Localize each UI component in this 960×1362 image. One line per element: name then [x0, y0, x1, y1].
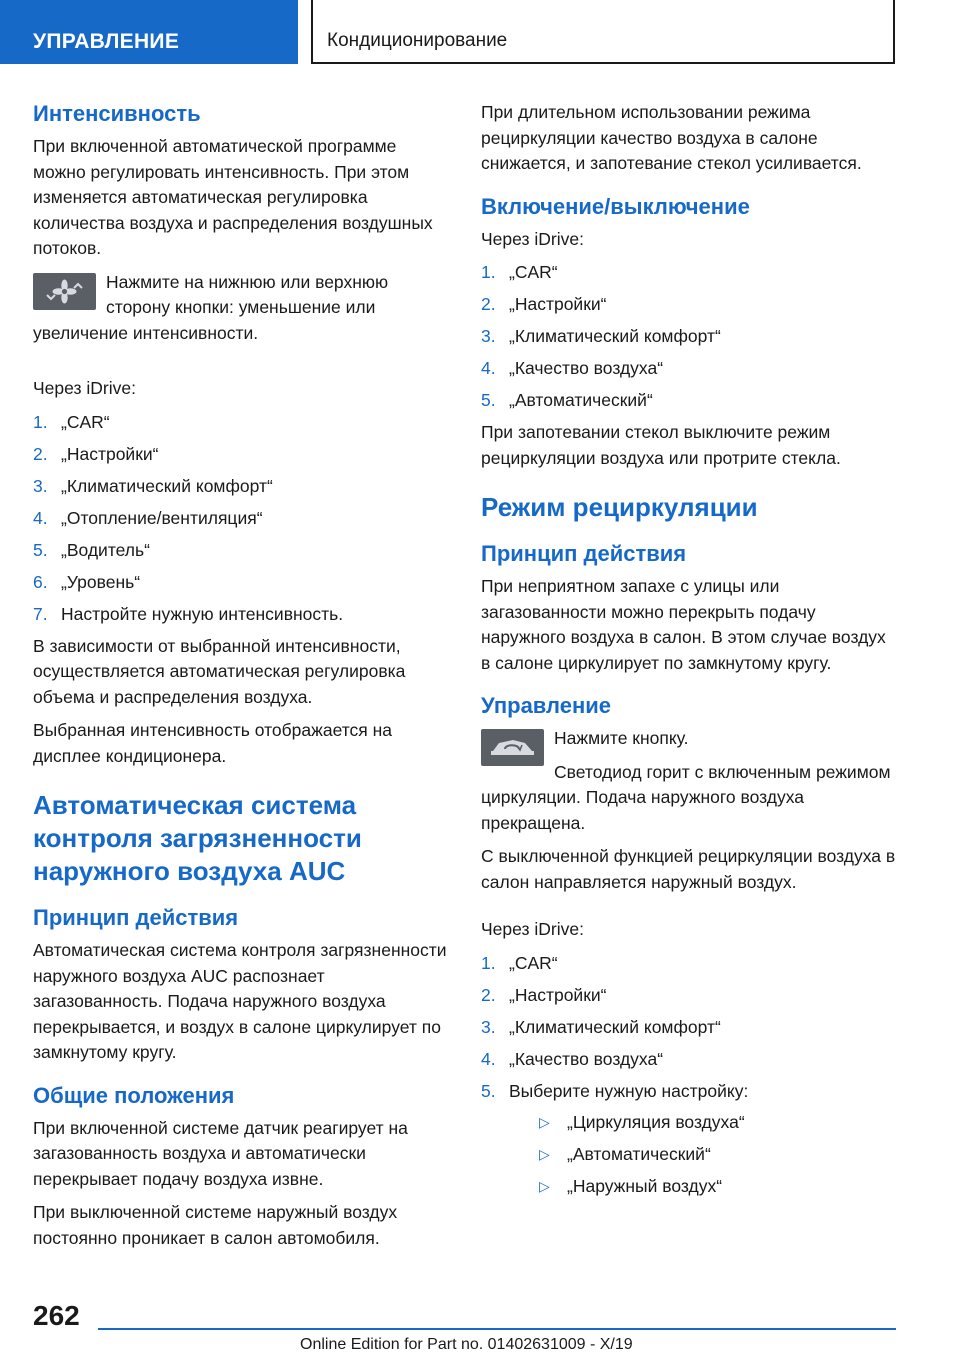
intensity-intro: При включенной автоматической программе можно регулировать интенсивность. При этом изменяется автоматическая регулировка количества воздуха и распределения воздушных потоков. — [33, 136, 433, 258]
heading-auc-general: Общие положения — [33, 1082, 235, 1108]
intensity-display-text: Выбранная интенсивность отображается на дисплее кондиционера. — [33, 720, 393, 766]
auc-general-p2: При выключенной системе наружный воздух постоянно проникает в салон автомобиля. — [33, 1202, 398, 1248]
recirc-idrive-label: Через iDrive: — [481, 919, 584, 939]
heading-recirc-control: Управление — [481, 693, 612, 718]
list-item: 6. „Уровень“ — [33, 571, 141, 592]
list-item: 4. „Качество воздуха“ — [481, 1048, 664, 1069]
list-item: 4. „Отопление/вентиляция“ — [33, 507, 263, 528]
heading-intensity: Интенсивность — [33, 101, 201, 126]
page-number: 262 — [33, 1300, 80, 1331]
list-item: 5. Выберите нужную настройку: ▷ „Циркуляция воздуха“ ▷ „Автоматический“ ▷ „Наружный воздух“ — [481, 1079, 899, 1200]
fan-icon — [33, 273, 96, 310]
chapter-tab — [311, 0, 895, 64]
right-column — [481, 100, 899, 1206]
recirc-warning-text: При длительном использовании режима рециркуляции качество воздуха в салоне снижается, и запотевание стекол усиливается. — [481, 102, 862, 173]
triangle-bullet-icon: ▷ — [539, 1114, 550, 1130]
list-item: 2. „Настройки“ — [481, 984, 607, 1005]
list-item: ▷ „Циркуляция воздуха“ — [509, 1110, 899, 1136]
recirc-press-text: Нажмите кнопку. — [554, 728, 689, 748]
list-item: ▷ „Наружный воздух“ — [509, 1174, 899, 1200]
list-item: ▷ „Автоматический“ — [509, 1142, 899, 1168]
recirc-button-block — [481, 726, 899, 844]
footer-divider — [98, 1328, 896, 1330]
list-item: 4. „Качество воздуха“ — [481, 358, 664, 378]
onoff-idrive-label: Через iDrive: — [481, 228, 584, 249]
recirc-steps — [481, 951, 899, 1200]
footer-edition: Online Edition for Part no. 01402631009 - X/19 — [300, 1336, 633, 1353]
heading-recirc: Режим рециркуляции — [481, 492, 758, 522]
list-item: 1. „CAR“ — [33, 411, 110, 432]
recirc-principle-text: При неприятном запахе с улицы или загазованности можно перекрыть подачу наружного воздуха в салон. В этом случае воздух в салоне циркулирует по замкнутому кругу. — [481, 576, 886, 673]
list-item: 3. „Климатический комфорт“ — [33, 475, 273, 496]
recirc-options — [509, 1110, 899, 1200]
list-item: 5. „Автоматический“ — [481, 390, 653, 410]
left-column — [33, 100, 451, 1259]
list-item: 2. „Настройки“ — [481, 294, 607, 314]
section-title: УПРАВЛЕНИЕ — [33, 30, 180, 53]
triangle-bullet-icon: ▷ — [539, 1178, 550, 1194]
heading-onoff: Включение/выключение — [481, 193, 750, 219]
list-item: 5. „Водитель“ — [33, 539, 150, 560]
intensity-button-block — [33, 270, 451, 355]
list-item: 7. Настройте нужную интенсивность. — [33, 603, 344, 624]
list-item: 3. „Климатический комфорт“ — [481, 326, 721, 346]
heading-auc: Автоматическая система контроля загрязненности наружного воздуха AUC — [33, 790, 362, 886]
auc-general-p1: При включенной системе датчик реагирует на загазованность воздуха и автоматически перекрывает подачу воздуха извне. — [33, 1117, 408, 1189]
recirc-off-text: С выключенной функцией рециркуляции воздуха в салон направляется наружный воздух. — [481, 846, 896, 892]
onoff-steps — [481, 260, 899, 414]
list-item: 3. „Климатический комфорт“ — [481, 1016, 721, 1037]
list-item: 1. „CAR“ — [481, 952, 558, 973]
recirc-led-text: Светодиод горит с включенным режимом циркуляции. Подача наружного воздуха прекращена. — [481, 761, 891, 833]
recirculation-icon — [481, 729, 544, 766]
heading-auc-principle: Принцип действия — [33, 905, 239, 930]
heading-recirc-principle: Принцип действия — [481, 541, 687, 566]
intensity-steps — [33, 410, 451, 628]
chapter-title: Кондиционирование — [327, 30, 508, 51]
section-tab — [0, 0, 298, 64]
list-item: 2. „Настройки“ — [33, 443, 159, 464]
onoff-note: При запотевании стекол выключите режим рециркуляции воздуха или протрите стекла. — [481, 422, 841, 468]
auc-principle-text: Автоматическая система контроля загрязненности наружного воздуха AUC распознает загазованность. Подача наружного воздуха перекрывается, и воздух в салоне циркулирует по замкнутому кругу. — [33, 940, 447, 1062]
list-item: 1. „CAR“ — [481, 262, 558, 282]
intensity-button-text: Нажмите на нижнюю или верхнюю сторону кнопки: уменьшение или увеличение интенсивности. — [33, 271, 389, 343]
triangle-bullet-icon: ▷ — [539, 1146, 550, 1162]
intensity-idrive-label: Через iDrive: — [33, 378, 136, 398]
intensity-regulation-text: В зависимости от выбранной интенсивности, осуществляется автоматическая регулировка объема и распределения воздуха. — [33, 635, 406, 707]
